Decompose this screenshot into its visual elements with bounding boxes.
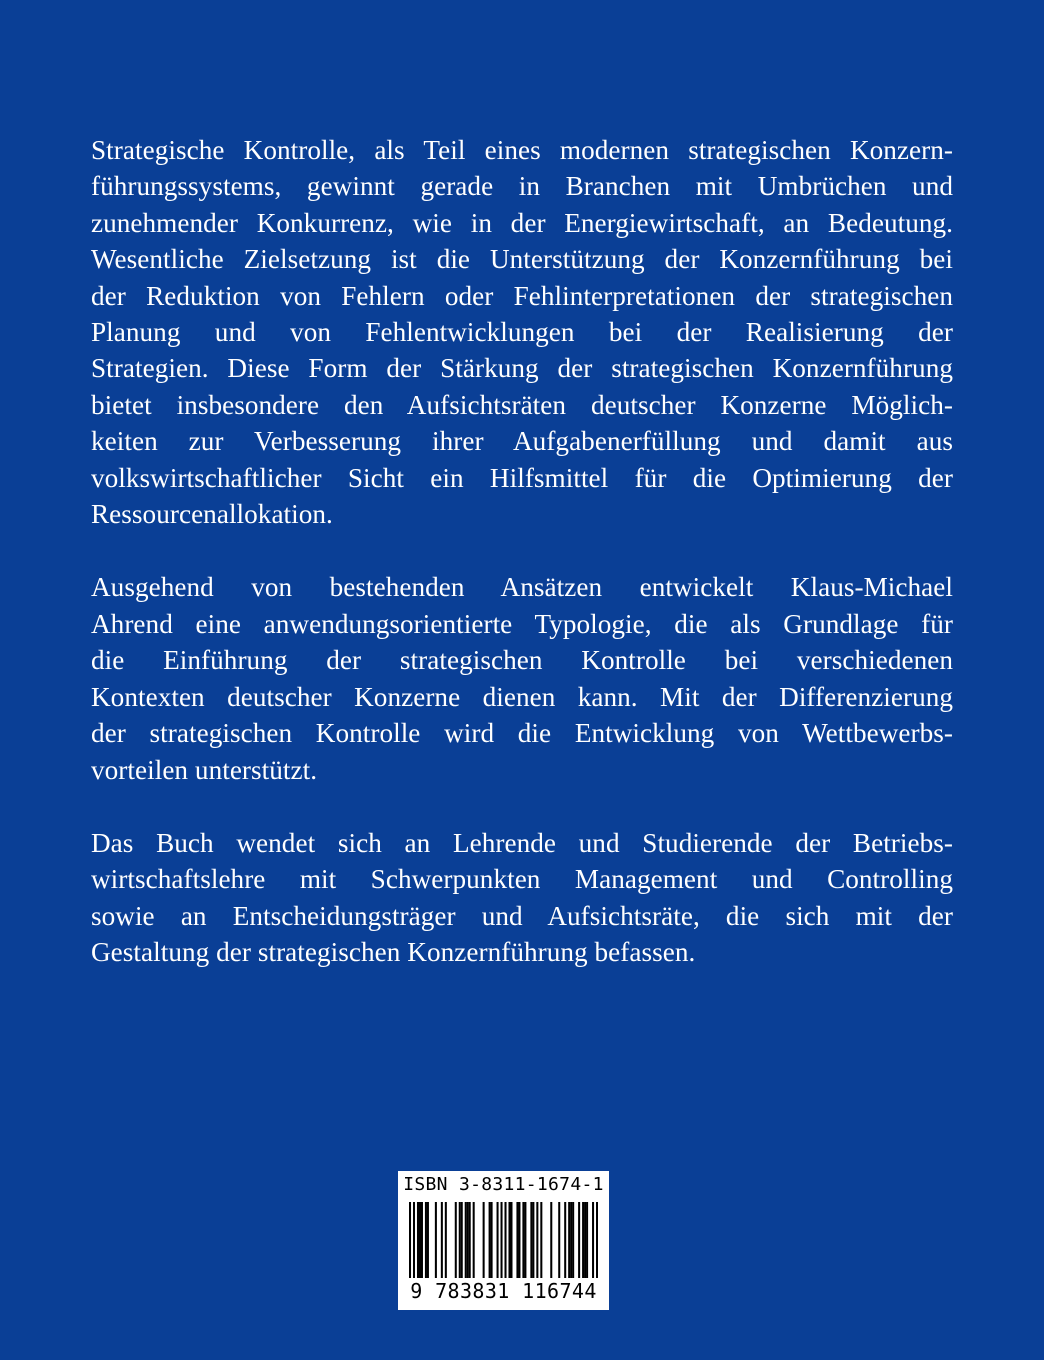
barcode-bar [417,1202,419,1278]
text-line: bietet insbesondere den Aufsichtsräten deutscher Konzerne Möglich- [91,389,953,420]
barcode-bar [570,1202,572,1278]
text-line: der Reduktion von Fehlern oder Fehlinterpretationen der strategischen [91,280,953,311]
barcode-bar [409,1202,411,1278]
barcode-bar [578,1202,580,1278]
isbn-label: ISBN 3-8311-1674-1 [403,1174,604,1195]
text-line: volkswirtschaftlicher Sicht ein Hilfsmittel für die Optimierung der [91,462,953,493]
barcode-bar [532,1202,534,1278]
text-line: Ahrend eine anwendungsorientierte Typologie, die als Grundlage für [91,608,953,639]
barcode-bar [467,1202,469,1278]
blurb-paragraph-2 [91,569,953,787]
barcode-bar [508,1202,510,1278]
barcode-bar [558,1202,560,1278]
isbn-barcode [398,1171,609,1310]
barcode-bar [592,1202,594,1278]
barcode-bar [518,1202,520,1278]
text-line: Strategische Kontrolle, als Teil eines modernen strategischen Konzern- [91,135,953,165]
text-line: Ressourcenallokation. [91,499,333,530]
barcode-bar [536,1202,538,1278]
barcode-bar [469,1202,471,1278]
text-line: vorteilen unterstützt. [91,754,318,785]
ean-digits: 9 783831 116744 [410,1279,597,1303]
text-line: Ausgehend von bestehenden Ansätzen entwickelt Klaus-Michael [91,572,953,603]
text-line: Gestaltung der strategischen Konzernführung befassen. [91,937,696,968]
text-line: zunehmender Konkurrenz, wie in der Energiewirtschaft, an Bedeutung. [91,207,953,238]
text-line: Planung und von Fehlentwicklungen bei der Realisierung der [91,317,953,348]
barcode-bar [596,1202,598,1278]
barcode-bar [584,1202,586,1278]
barcode-bar [445,1202,447,1278]
text-line: keiten zur Verbesserung ihrer Aufgabenerfüllung und damit aus [91,426,953,457]
barcode-bar [413,1202,415,1278]
barcode-bar [461,1202,463,1278]
barcode-bars [409,1202,598,1278]
text-line: Strategien. Diese Form der Stärkung der strategischen Konzernführung [91,353,953,384]
text-line: sowie an Entscheidungsträger und Aufsichtsräte, die sich mit der [91,900,953,931]
blurb-text [91,132,953,1008]
blurb-paragraph-3 [91,825,953,971]
barcode-bar [427,1202,429,1278]
barcode-bar [540,1202,542,1278]
barcode-bar [459,1202,461,1278]
barcode-bar [504,1202,506,1278]
blurb-paragraph-1 [91,132,953,532]
text-line: die Einführung der strategischen Kontrolle bei verschiedenen [91,645,953,676]
barcode-bar [564,1202,566,1278]
barcode-bar [425,1202,427,1278]
barcode-bar [489,1202,491,1278]
barcode-bar [491,1202,493,1278]
barcode-bar [497,1202,499,1278]
barcode-bar [435,1202,437,1278]
text-line: Kontexten deutscher Konzerne dienen kann. Mit der Differenzierung [91,681,953,712]
barcode-bar [524,1202,526,1278]
barcode-bar [501,1202,503,1278]
barcode-bar [441,1202,443,1278]
barcode-bar [455,1202,457,1278]
barcode-bar [582,1202,584,1278]
text-line: wirtschaftslehre mit Schwerpunkten Management und Controlling [91,864,953,895]
text-line: Wesentliche Zielsetzung ist die Unterstützung der Konzernführung bei [91,244,953,275]
text-line: Das Buch wendet sich an Lehrende und Studierende der Betriebs- [91,827,953,858]
barcode-bar [483,1202,485,1278]
barcode-bar [530,1202,532,1278]
barcode-bar [465,1202,467,1278]
barcode-bar [473,1202,475,1278]
barcode-bar [419,1202,421,1278]
barcode-bar [586,1202,588,1278]
barcode-bar [568,1202,570,1278]
text-line: führungssystems, gewinnt gerade in Branchen mit Umbrüchen und [91,171,953,202]
barcode-bar [516,1202,518,1278]
text-line: der strategischen Kontrolle wird die Entwicklung von Wettbewerbs- [91,718,953,749]
barcode-bar [550,1202,552,1278]
barcode-bar [572,1202,574,1278]
barcode-bar [510,1202,512,1278]
barcode-bar [421,1202,423,1278]
barcode-bar [522,1202,524,1278]
